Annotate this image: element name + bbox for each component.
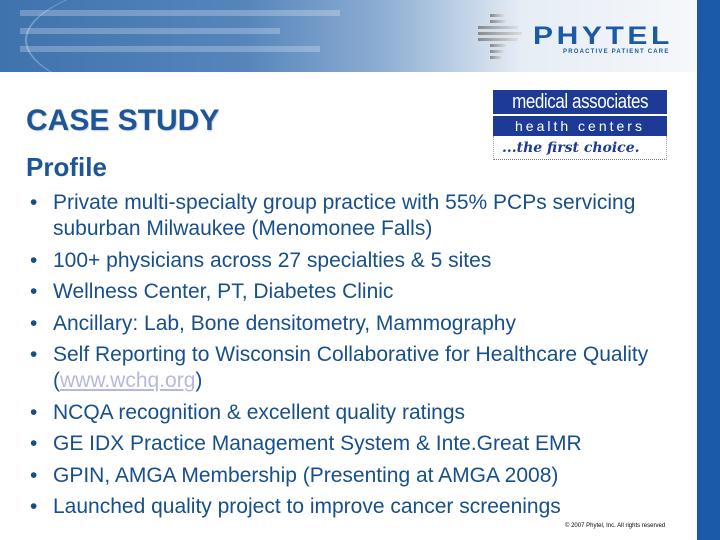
- section-subtitle: Profile: [26, 152, 107, 182]
- list-item: [30, 400, 680, 426]
- list-item: [30, 311, 680, 337]
- page-title: CASE STUDY: [26, 104, 220, 137]
- client-logo: [493, 90, 667, 160]
- bullet-text: GE IDX Practice Management System & Inte.Great EMR: [53, 432, 582, 455]
- client-logo-line1: medical associates: [493, 90, 667, 114]
- bullet-text: Self Reporting to Wisconsin Collaborative for Healthcare Quality (: [53, 343, 649, 392]
- bullet-icon: •: [30, 343, 38, 366]
- list-item: [30, 463, 680, 489]
- cross-icon: [478, 12, 528, 62]
- bullet-text: NCQA recognition & excellent quality ratings: [53, 400, 466, 424]
- bullet-list: [30, 190, 680, 526]
- list-item: [30, 431, 680, 457]
- bullet-icon: •: [30, 280, 38, 303]
- bullet-icon: •: [30, 191, 38, 214]
- bullet-text: Ancillary: Lab, Bone densitometry, Mammography: [53, 311, 516, 335]
- bullet-icon: •: [30, 248, 38, 272]
- bullet-icon: •: [30, 495, 38, 518]
- client-logo-line3: ...the first choice.: [493, 136, 667, 160]
- banner-streak: [20, 46, 320, 52]
- bullet-text: Wellness Center, PT, Diabetes Clinic: [53, 280, 394, 303]
- client-logo-line2: health centers: [493, 116, 667, 136]
- list-item: [30, 190, 680, 242]
- list-item: [30, 279, 680, 305]
- wchq-link[interactable]: www.wchq.org: [60, 369, 196, 392]
- copyright: © 2007 Phytel, Inc. All rights reserved: [565, 523, 666, 529]
- bullet-icon: •: [30, 311, 38, 335]
- banner-streak: [20, 10, 340, 16]
- bullet-icon: •: [30, 432, 38, 455]
- phytel-logo: [478, 12, 678, 62]
- banner-streak: [20, 28, 280, 34]
- bullet-icon: •: [30, 400, 38, 424]
- bullet-text: Launched quality project to improve cancer screenings: [53, 495, 561, 518]
- bullet-text: GPIN, AMGA Membership (Presenting at AMGA 2008): [53, 463, 559, 487]
- bullet-text: ): [195, 369, 203, 392]
- logo-text: PHYTEL: [533, 22, 673, 50]
- list-item: [30, 342, 680, 394]
- bullet-text: Private multi-specialty group practice with 55% PCPs servicing suburban Milwaukee (Menomonee Falls): [53, 191, 636, 240]
- logo-tagline: PROACTIVE PATIENT CARE: [563, 49, 670, 55]
- list-item: [30, 248, 680, 274]
- bullet-icon: •: [30, 463, 38, 487]
- side-bar: [697, 0, 720, 540]
- list-item: [30, 494, 680, 520]
- bullet-text: 100+ physicians across 27 specialties & 5 sites: [53, 248, 492, 272]
